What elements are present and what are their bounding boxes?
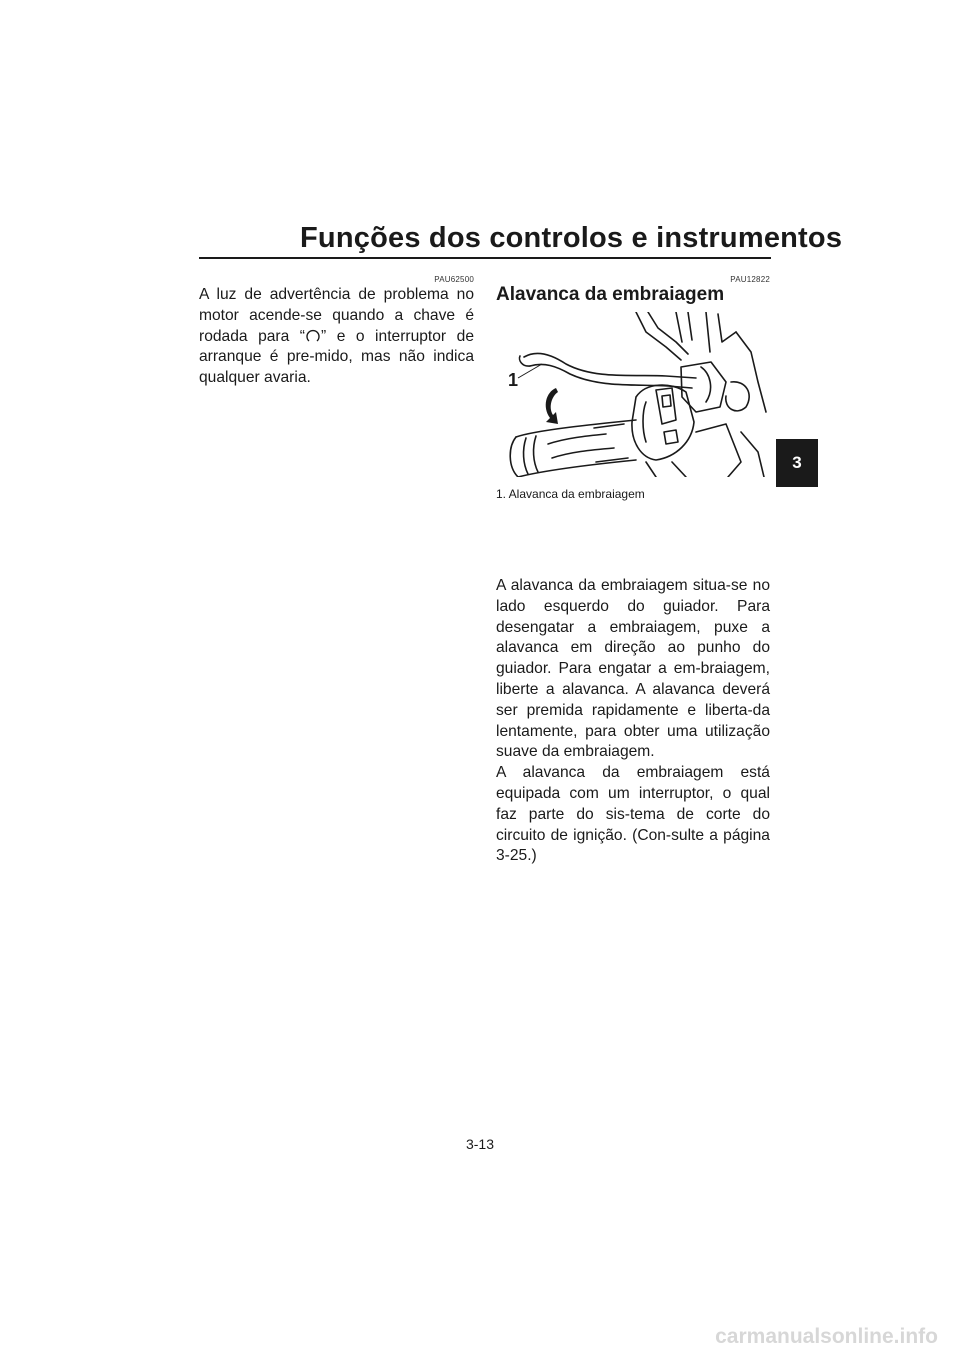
section-heading: Alavanca da embraiagem xyxy=(496,284,725,305)
callout-number: 1 xyxy=(508,370,519,390)
chapter-tab[interactable]: 3 xyxy=(776,439,818,487)
title-rule xyxy=(199,257,771,259)
pull-direction-arrow-icon xyxy=(546,388,558,424)
figure-caption: 1. Alavanca da embraiagem xyxy=(496,487,645,501)
paragraph-text-start: A luz de advertência de problema no motor acende-se quando a chave é rodada para “ xyxy=(199,286,474,345)
ignition-on-symbol-icon xyxy=(305,329,321,343)
paragraph: A alavanca da embraiagem está equipada com um interruptor, o qual faz parte do sis-tema de corte do circuito de ignição. (Con-sulte a página 3-25.) xyxy=(496,764,770,865)
section-code: PAU62500 xyxy=(434,275,474,284)
warning-light-paragraph xyxy=(199,285,474,389)
clutch-lever-description xyxy=(496,576,770,867)
clutch-lever-illustration xyxy=(496,312,771,477)
clutch-lever-figure xyxy=(496,312,771,477)
page-number: 3-13 xyxy=(465,1136,495,1152)
watermark[interactable]: carmanualsonline.info xyxy=(715,1325,938,1348)
paragraph: A alavanca da embraiagem situa-se no lado esquerdo do guiador. Para desengatar a embraiagem, puxe a alavanca em direção ao punho do guiador. Para engatar a em-braiagem, liberte a alavanca. A alavanca deverá ser premida rapidamente e liberta-da lentamente, para obter uma utilização suave da embraiagem. xyxy=(496,577,770,761)
page-title: Funções dos controlos e instrumentos xyxy=(300,222,843,254)
paragraph-text-end: ” e o interruptor de arranque é pre-mido, mas não indica qualquer avaria. xyxy=(199,327,474,387)
section-code: PAU12822 xyxy=(730,275,770,284)
